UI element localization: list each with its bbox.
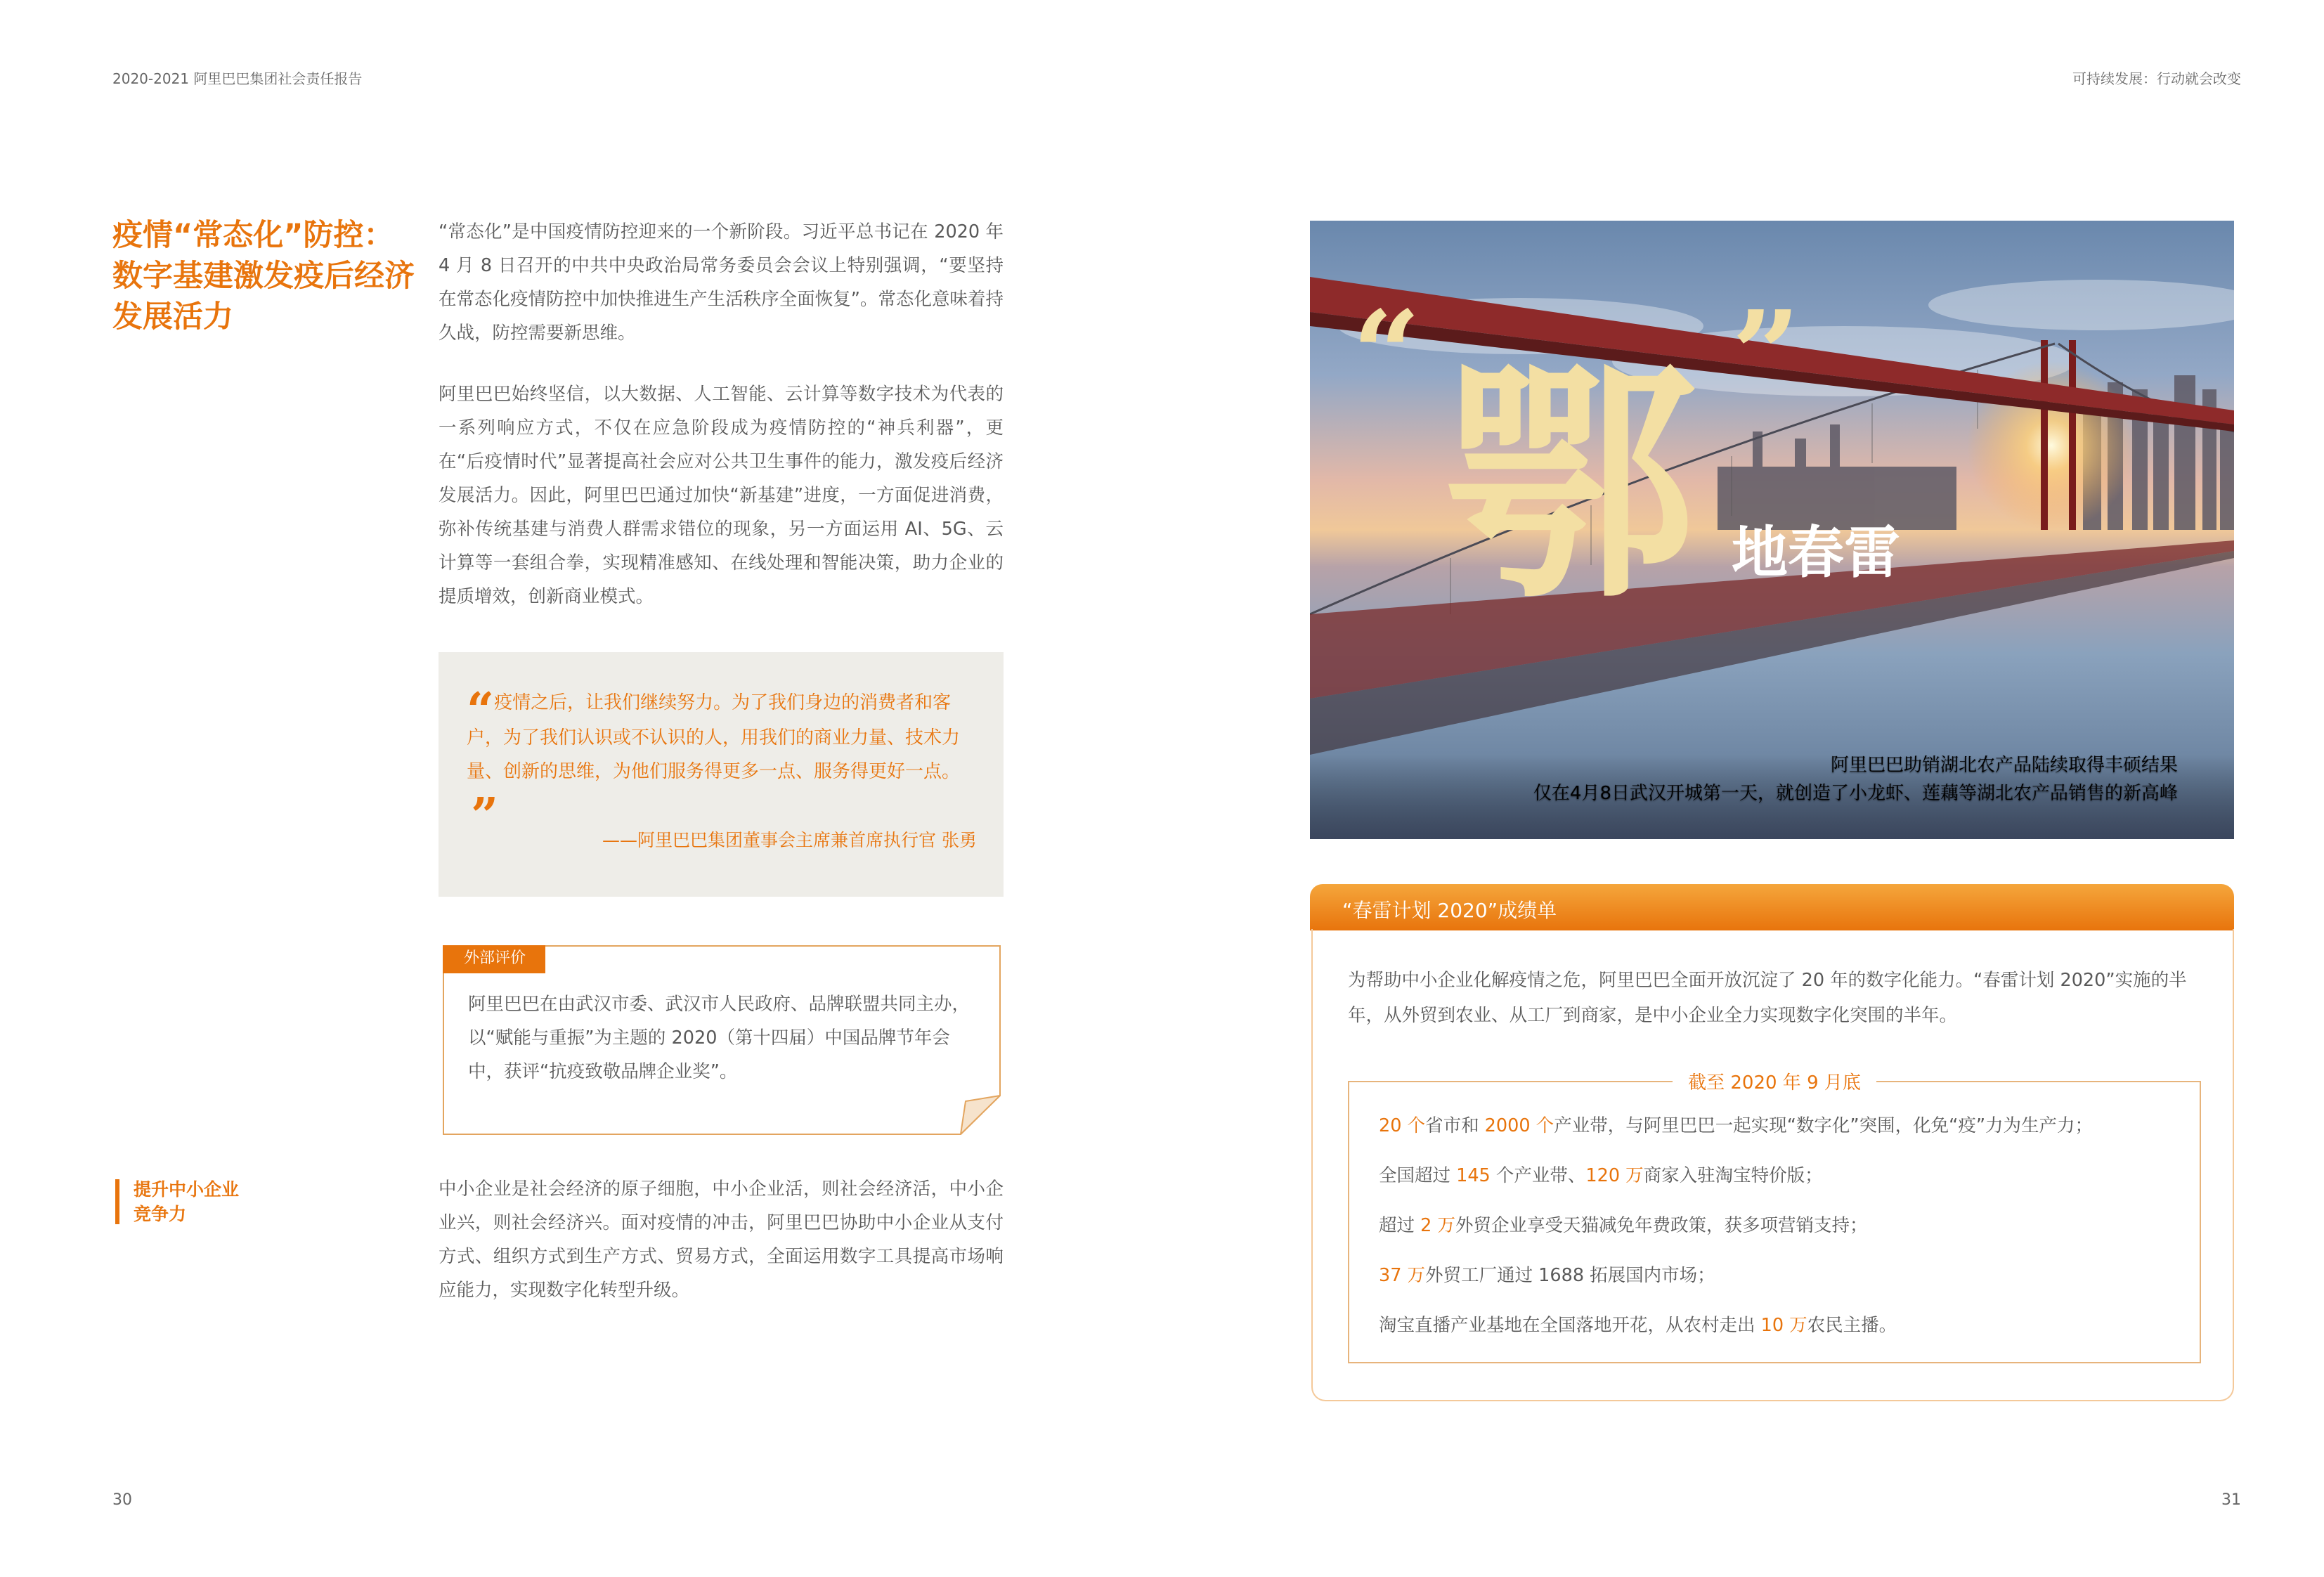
stat-text: 超过 (1379, 1215, 1421, 1236)
bridge-scene (1310, 221, 2234, 839)
report-intro: 为帮助中小企业化解疫情之危，阿里巴巴全面开放沉淀了 20 年的数字化能力。“春雷计划 2020”实施的半年，从外贸到农业、从工厂到商家，是中小企业全力实现数字化突围的半年。 (1348, 970, 2187, 1026)
stat-text: 产业带，与阿里巴巴一起实现“数字化”突围，化免“疫”力为生产力； (1554, 1115, 2093, 1136)
subsection-label-line: 竞争力 (134, 1204, 187, 1224)
photo-quote-open: “ (1352, 285, 1421, 425)
stat-text: 农民主播。 (1807, 1315, 1897, 1336)
open-quote-icon: “ (467, 682, 491, 739)
stat-text: 省市和 (1425, 1115, 1485, 1136)
stat-text: 淘宝直播产业基地在全国落地开花，从农村走出 (1379, 1315, 1761, 1336)
external-review-text: 阿里巴巴在由武汉市委、武汉市人民政府、品牌联盟共同主办，以“赋能与重振”为主题的 2020（第十四届）中国品牌节年会中，获评“抗疫致敬品牌企业奖”。 (468, 994, 971, 1082)
stat-text: 外贸工厂通过 1688 拓展国内市场； (1425, 1265, 1715, 1286)
page-title (112, 215, 422, 337)
photo-big-char: 鄂 (1443, 335, 1696, 632)
stat-text: 全国超过 (1379, 1165, 1457, 1186)
stat-highlight: 20 个 (1379, 1115, 1426, 1136)
page-number-right: 31 (2221, 1491, 2241, 1509)
photo-subtitle: 地春雷 (1732, 519, 1900, 585)
stat-highlight: 145 (1456, 1165, 1491, 1186)
stat-highlight: 2000 个 (1484, 1115, 1554, 1136)
report-header: 2020-2021 阿里巴巴集团社会责任报告 (112, 70, 363, 87)
stat-highlight: 10 万 (1760, 1315, 1807, 1336)
subsection-label-line: 提升中小企业 (134, 1179, 240, 1200)
stat-highlight: 120 万 (1585, 1165, 1644, 1186)
quote-box (439, 652, 1004, 897)
stat-text: 个产业带、 (1490, 1165, 1586, 1186)
stats-deadline: 截至 2020 年 9 月底 (1673, 1072, 1876, 1093)
stats-box (1348, 1072, 2201, 1363)
stat-text: 外贸企业享受天猫减免年费政策，获多项营销支持； (1455, 1215, 1868, 1236)
intro-paragraph: “常态化”是中国疫情防控迎来的一个新阶段。习近平总书记在 2020 年 4 月 8 日召开的中共中央政治局常务委员会会议上特别强调，“要坚持在常态化疫情防控中加快推进生产生活秩序全面恢复”。常态化意味着持久战，防控需要新思维。 (439, 221, 1004, 344)
subsection-label (134, 1177, 239, 1226)
section-marker-bar (115, 1179, 119, 1224)
photo-caption-line2: 仅在4月8日武汉开城第一天，就创造了小龙虾、莲藕等湖北农产品销售的新高峰 (1533, 783, 2178, 804)
quote-body: 疫情之后，让我们继续努力。为了我们身边的消费者和客户，为了我们认识或不认识的人，用我们的商业力量、技术力量、创新的思维，为他们服务得更多一点、服务得更好一点。 (467, 692, 961, 782)
sme-paragraph: 中小企业是社会经济的原子细胞，中小企业活，则社会经济活，中小企业兴，则社会经济兴。面对疫情的冲击，阿里巴巴协助中小企业从支付方式、组织方式到生产方式、贸易方式，全面运用数字工具提高市场响应能力，实现数字化转型升级。 (439, 1179, 1004, 1301)
stat-line (1379, 1261, 1715, 1287)
close-quote-icon: ” (471, 788, 495, 844)
bridge-photo (1310, 221, 2234, 839)
stat-text: 商家入驻淘宝特价版； (1643, 1165, 1823, 1186)
stat-line (1379, 1112, 2093, 1137)
external-review-tag: 外部评价 (443, 945, 545, 973)
stat-line (1379, 1162, 1823, 1187)
stat-highlight: 2 万 (1420, 1215, 1455, 1236)
photo-quote-close: ” (1732, 285, 1800, 425)
page-curl-icon (961, 1096, 1000, 1134)
stats-title (1349, 1068, 2200, 1094)
title-line: 数字基建激发疫后经济 (112, 259, 415, 294)
quote-attribution: ——阿里巴巴集团董事会主席兼首席执行官 张勇 (602, 830, 977, 850)
stat-line (1379, 1311, 1897, 1337)
report-title-bar (1310, 884, 2234, 930)
photo-caption-line1: 阿里巴巴助销湖北农产品陆续取得丰硕结果 (1830, 755, 2178, 776)
report-title: “春雷计划 2020”成绩单 (1342, 899, 1557, 922)
page-number-left: 30 (112, 1491, 132, 1509)
section-header: 可持续发展：行动就会改变 (2072, 70, 2241, 87)
stat-highlight: 37 万 (1379, 1265, 1426, 1286)
title-line: 疫情“常态化”防控： (112, 218, 394, 253)
body-paragraph: 阿里巴巴始终坚信，以大数据、人工智能、云计算等数字技术为代表的一系列响应方式，不仅在应急阶段成为疫情防控的“神兵利器”，更在“后疫情时代”显著提高社会应对公共卫生事件的能力，激发疫后经济发展活力。因此，阿里巴巴通过加快“新基建”进度，一方面促进消费，弥补传统基建与消费人群需求错位的现象，另一方面运用 AI、5G、云计算等一套组合拳，实现精准感知、在线处理和智能决策，助力企业的提质增效，创新商业模式。 (439, 384, 1004, 607)
stat-line (1379, 1212, 1867, 1237)
title-line: 发展活力 (112, 299, 233, 335)
external-review-box (443, 945, 1001, 1135)
